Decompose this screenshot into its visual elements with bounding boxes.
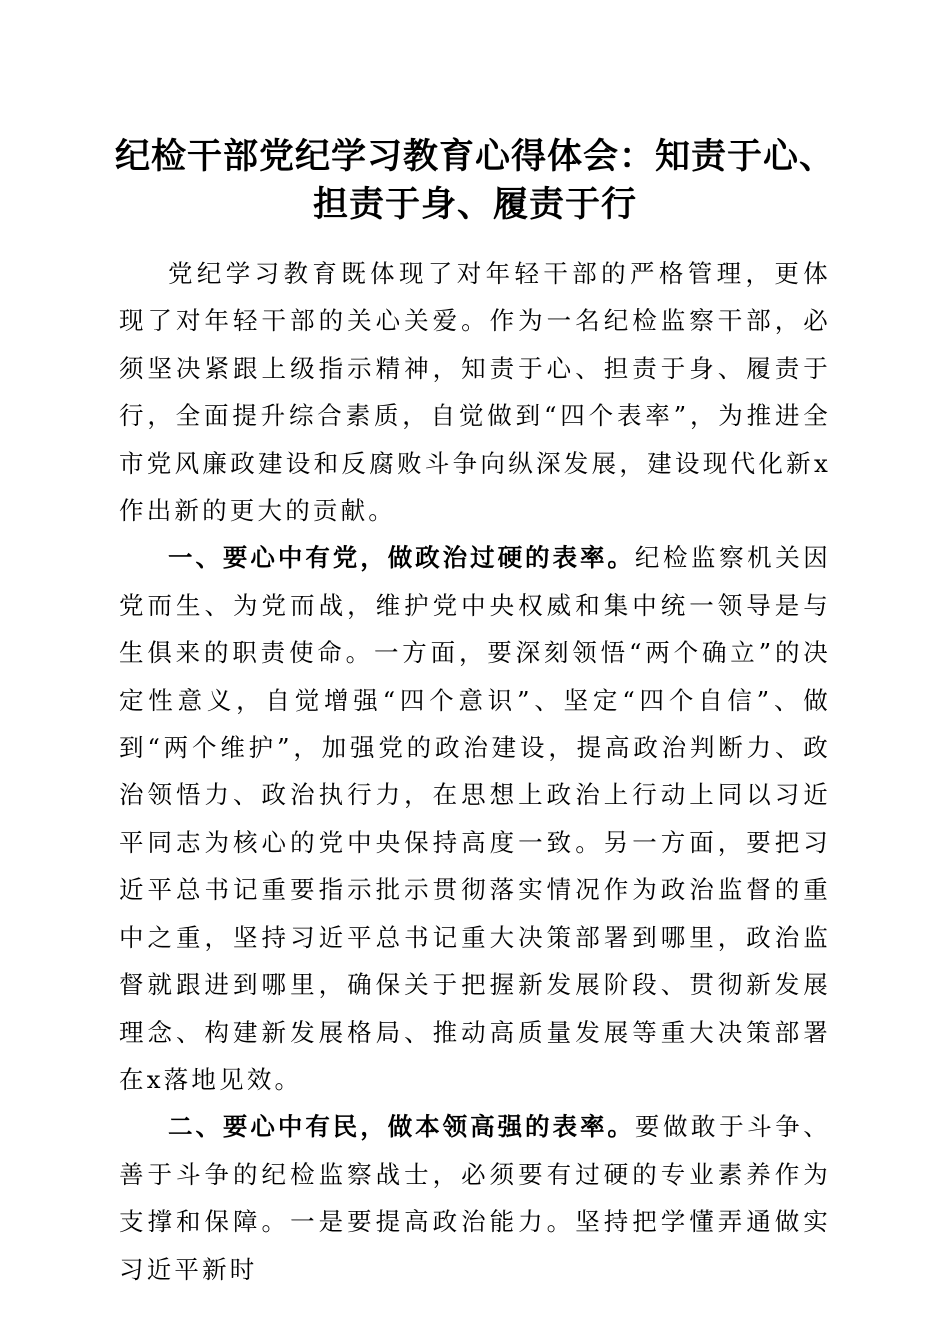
paragraph-intro-text: 党纪学习教育既体现了对年轻干部的严格管理，更体现了对年轻干部的关心关爱。作为一名纪检监察干部，必须坚决紧跟上级指示精神，知责于心、担责于身、履责于行，全面提升综合素质，自觉做到“四个表率”，为推进全市党风廉政建设和反腐败斗争向纵深发展，建设现代化新x作出新的更大的贡献。 (119, 259, 831, 526)
section-2-heading: 二、要心中有民，做本领高强的表率。 (168, 1112, 635, 1142)
paragraph-intro (119, 250, 831, 534)
paragraph-section-2 (119, 1103, 831, 1293)
document-body (119, 250, 831, 1293)
section-1-heading: 一、要心中有党，做政治过硬的表率。 (168, 543, 635, 573)
document-title-line-2: 担责于身、履责于行 (312, 184, 637, 225)
section-1-text: 纪检监察机关因党而生、为党而战，维护党中央权威和集中统一领导是与生俱来的职责使命。一方面，要深刻领悟“两个确立”的决定性意义，自觉增强“四个意识”、坚定“四个自信”、做到“两个维护”，加强党的政治建设，提高政治判断力、政治领悟力、政治执行力，在思想上政治上行动上同以习近平同志为核心的党中央保持高度一致。另一方面，要把习近平总书记重要指示批示贯彻落实情况作为政治监督的重中之重，坚持习近平总书记重大决策部署到哪里，政治监督就跟进到哪里，确保关于把握新发展阶段、贯彻新发展理念、构建新发展格局、推动高质量发展等重大决策部署在x落地见效。 (119, 543, 831, 1094)
paragraph-section-1 (119, 534, 831, 1103)
section-2-text: 要做敢于斗争、善于斗争的纪检监察战士，必须要有过硬的专业素养作为支撑和保障。一是要提高政治能力。坚持把学懂弄通做实习近平新时 (119, 1112, 831, 1284)
document-title-line-1: 纪检干部党纪学习教育心得体会：知责于心、 (114, 136, 835, 177)
